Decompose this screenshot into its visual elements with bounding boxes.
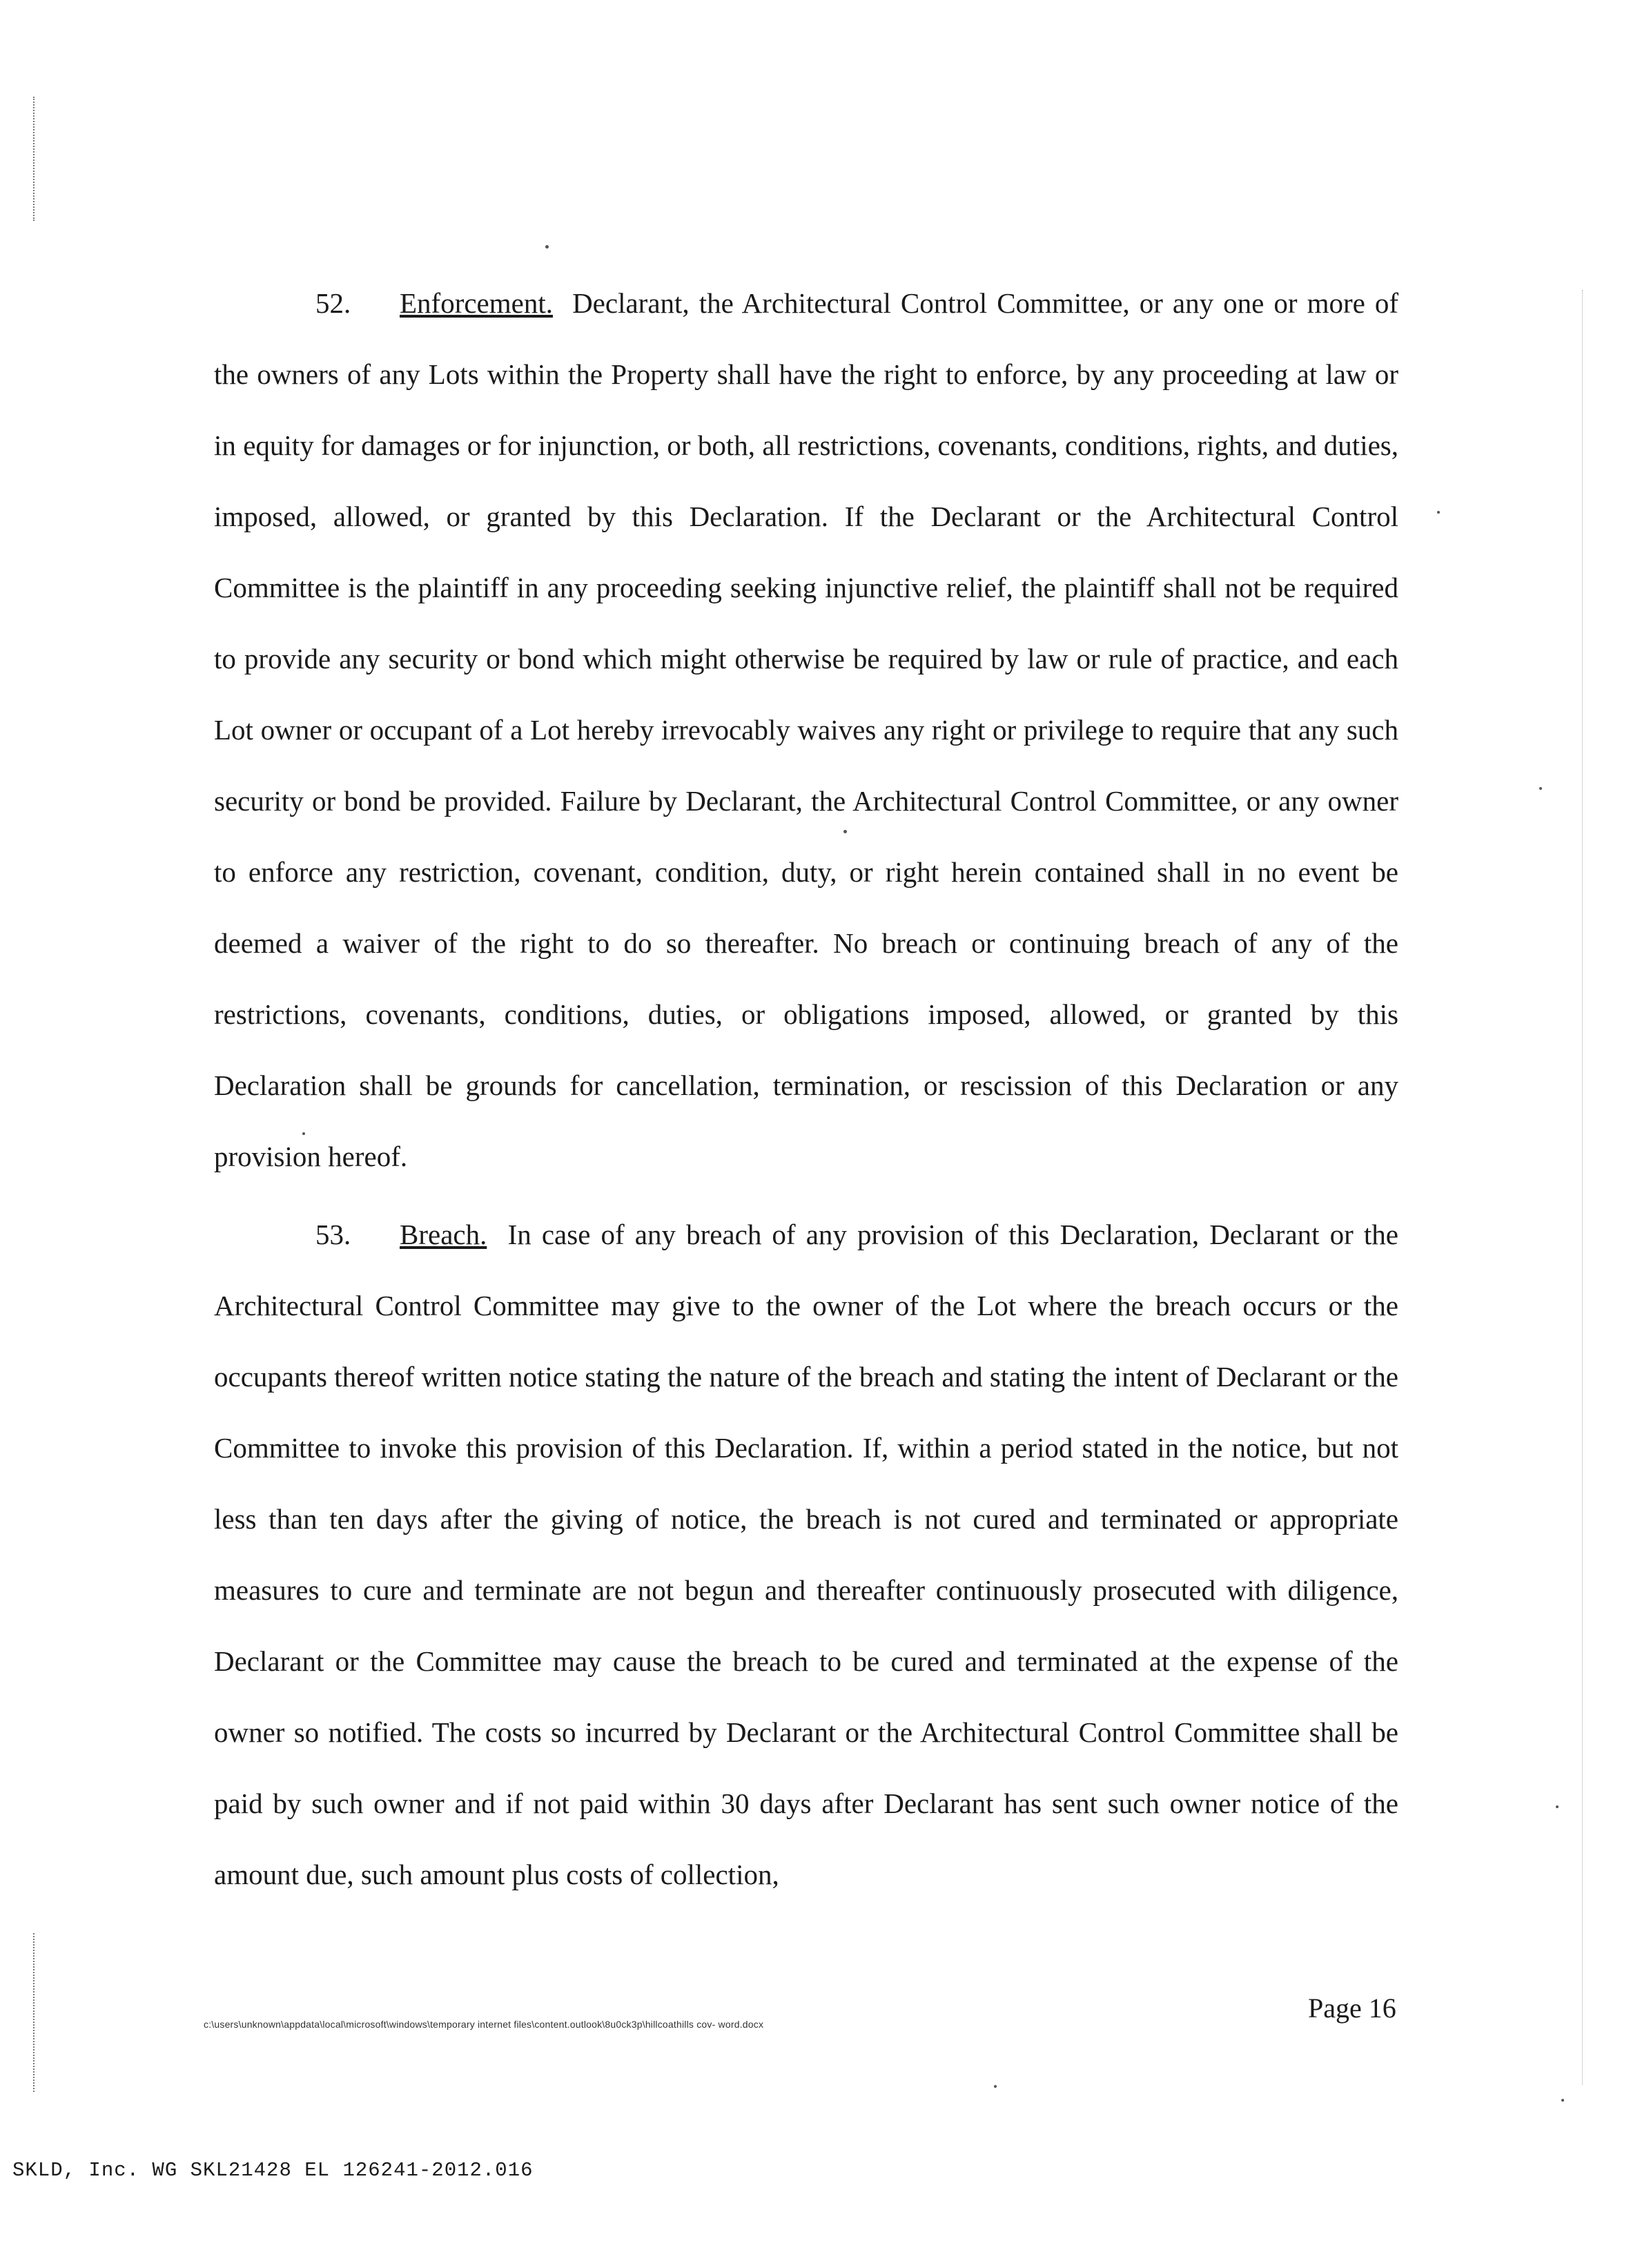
section-52-title: Enforcement. bbox=[400, 287, 553, 319]
scan-edge-mark-left-bottom bbox=[33, 1933, 35, 2092]
section-52-number: 52. bbox=[315, 287, 351, 319]
section-53-paragraph bbox=[214, 1199, 1398, 1910]
section-52-body: Declarant, the Architectural Control Committee, or any one or more of the owners of any Lots within the Property shall have the right to enforce, by any proceeding at law or in equity for damages or for injunction, or both, all restrictions, covenants, conditions, rights, and duties, imposed, allowed, or granted by this Declaration. If the Declarant or the Architectural Control Committee is the plaintiff in any proceeding seeking injunctive relief, the plaintiff shall not be required to provide any security or bond which might otherwise be required by law or rule of practice, and each Lot owner or occupant of a Lot hereby irrevocably waives any right or privilege to require that any such security or bond be provided. Failure by Declarant, the Architectural Control Committee, or any owner to enforce any restriction, covenant, condition, duty, or right herein contained shall in no event be deemed a waiver of the right to do so thereafter. No breach or continuing breach of any of the restrictions, covenants, conditions, duties, or obligations imposed, allowed, or granted by this Declaration shall be grounds for cancellation, termination, or rescission of this Declaration or any provision hereof. bbox=[214, 287, 1399, 1172]
scan-edge-mark-right bbox=[1582, 290, 1583, 2085]
page-number: Page 16 bbox=[1308, 1993, 1396, 2024]
scan-speck bbox=[843, 830, 847, 833]
section-52-paragraph bbox=[214, 268, 1398, 1192]
scan-speck bbox=[302, 1132, 305, 1135]
scan-speck bbox=[1539, 787, 1542, 790]
section-53-title: Breach. bbox=[400, 1219, 487, 1250]
scan-speck bbox=[1437, 511, 1440, 514]
section-53-number: 53. bbox=[315, 1219, 351, 1250]
scan-speck bbox=[1556, 1805, 1559, 1808]
section-53-body: In case of any breach of any provision of this Declaration, Declarant or the Architectural Control Committee may give to the owner of the Lot where the breach occurs or the occupants thereof written notice stating the nature of the breach and stating the intent of Declarant or the Committee to invoke this provision of this Declaration. If, within a period stated in the notice, but not less than ten days after the giving of notice, the breach is not cured and terminated or appropriate measures to cure and terminate are not begun and thereafter continuously prosecuted with diligence, Declarant or the Committee may cause the breach to be cured and terminated at the expense of the owner so notified. The costs so incurred by Declarant or the Architectural Control Committee shall be paid by such owner and if not paid within 30 days after Declarant has sent such owner notice of the amount due, such amount plus costs of collection, bbox=[214, 1219, 1399, 1890]
scan-edge-mark-left-top bbox=[33, 97, 35, 221]
bates-stamp: SKLD, Inc. WG SKL21428 EL 126241-2012.016 bbox=[12, 2159, 534, 2182]
scan-speck bbox=[1561, 2099, 1564, 2102]
scan-speck bbox=[545, 245, 549, 249]
scan-speck bbox=[994, 2085, 997, 2088]
footer-file-path: c:\users\unknown\appdata\local\microsoft\windows\temporary internet files\content.outlook\8u0ck3p\hillcoathills cov- word.docx bbox=[204, 2019, 764, 2030]
